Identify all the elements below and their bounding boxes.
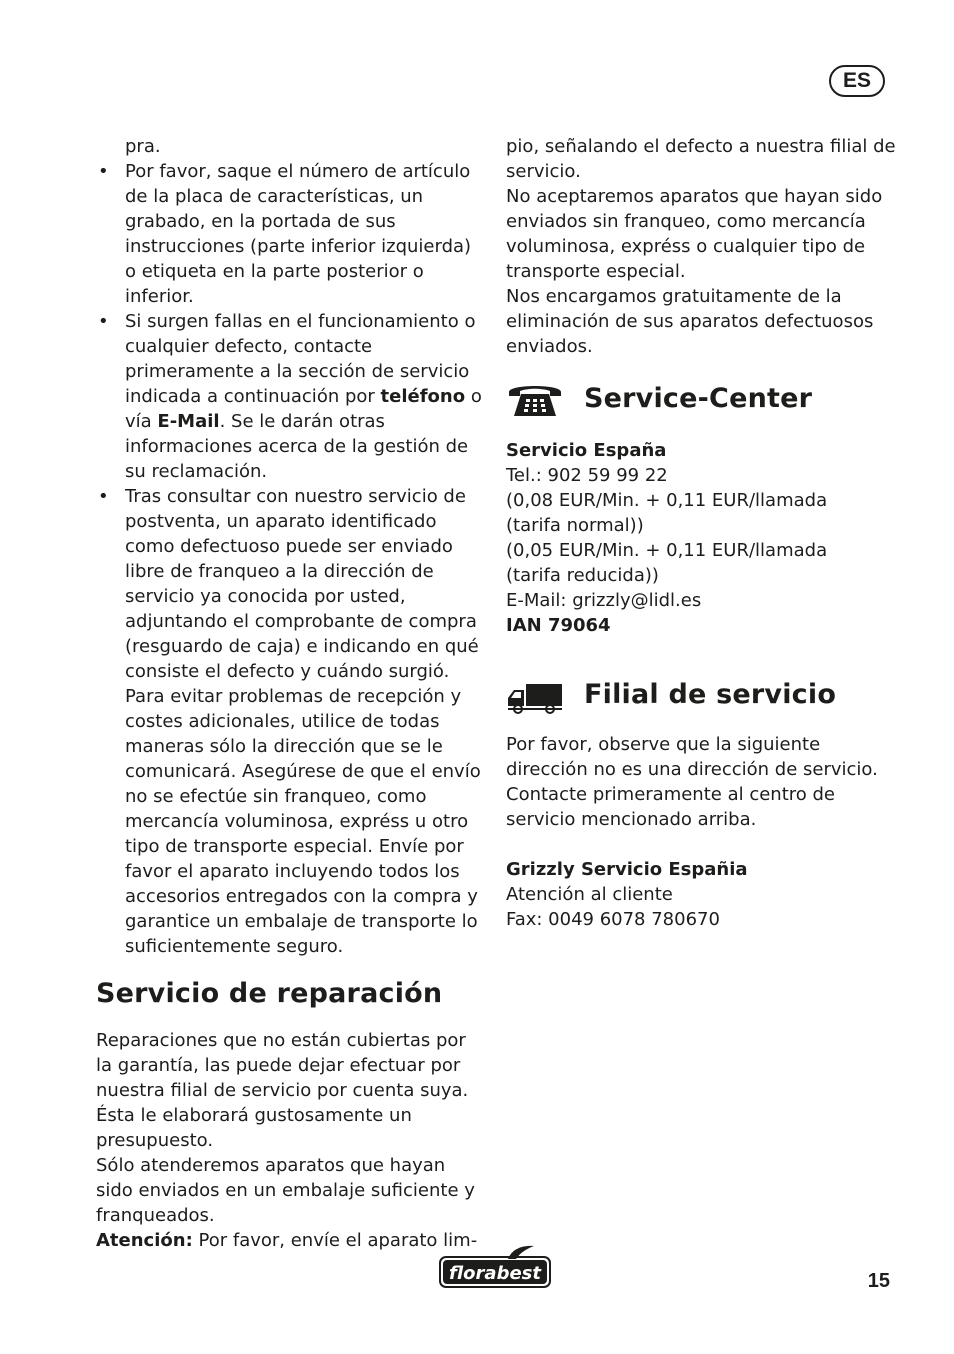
filial-note: Por favor, observe que la siguiente dirección no es una dirección de servicio. Contacte primeramente al centro de servicio mencionado arriba.: [506, 734, 878, 830]
bullet-item: • Por favor, saque el número de artículo de la placa de características, un grabado, en la portada de sus instrucciones (parte inferior izquierda) o etiqueta en la parte posterior o inferior.: [96, 159, 486, 309]
right-column: [506, 134, 896, 932]
service-center-heading-row: [506, 380, 896, 418]
svg-text:florabest: florabest: [449, 1263, 541, 1284]
continued-text: pra.: [125, 136, 161, 157]
telephone-icon: [506, 380, 564, 418]
language-badge: ES: [829, 65, 885, 97]
rate-normal: (0,08 EUR/Min. + 0,11 EUR/llamada: [506, 490, 828, 511]
service-center-heading: Service-Center: [584, 383, 813, 414]
email-emphasis: E-Mail: [157, 411, 220, 432]
bullet-item: • Tras consultar con nuestro servicio de postventa, un aparato identificado como defectuoso puede ser enviado libre de franqueo a la dirección de servicio ya conocida por usted, adjuntando el comprobante de compra (resguardo de caja) e indicando en qué consiste el defecto y cuándo surgió. Para evitar problemas de recepción y costes adicionales, utilice de todas maneras sólo la dirección que se le comunicará. Asegúrese de que el envío no se efectúe sin franqueo, como mercancía voluminosa, expréss u otro tipo de transporte especial. Envíe por favor el aparato incluyendo todos los accesorios entregados con la compra y garantice un embalaje de transporte lo suficientemente seguro.: [96, 484, 486, 959]
bullet-item: • Si surgen fallas en el funcionamiento o cualquier defecto, contacte primeramente a la sección de servicio indicada a continuación por teléfono o vía E-Mail. Se le darán otras informaciones acerca de la gestión de su reclamación.: [96, 309, 486, 484]
bullet-list: [96, 159, 486, 959]
left-column: [96, 134, 486, 1253]
page-number: 15: [867, 1270, 890, 1292]
truck-icon: [506, 676, 564, 714]
attention-paragraph: Atención: Por favor, envíe el aparato lim-: [96, 1230, 478, 1251]
no-accept-paragraph: No aceptaremos aparatos que hayan sido enviados sin franqueo, como mercancía voluminosa, expréss o cualquier tipo de transporte especial.: [506, 186, 883, 282]
filial-fax: Fax: 0049 6078 780670: [506, 909, 720, 930]
service-email: E-Mail: grizzly@lidl.es: [506, 590, 702, 611]
florabest-logo: [438, 1245, 552, 1289]
service-name: Servicio España: [506, 440, 667, 461]
repair-paragraph: Reparaciones que no están cubiertas por la garantía, las puede dejar efectuar por nuestra filial de servicio por cuenta suya. Ésta le elaborará gustosamente un presupuesto.: [96, 1030, 469, 1151]
filial-customer-care: Atención al cliente: [506, 884, 673, 905]
filial-heading: Filial de servicio: [584, 679, 837, 710]
repair-paragraph: Sólo atenderemos aparatos que hayan sido enviados en un embalaje suficiente y franqueados.: [96, 1155, 475, 1226]
service-phone: Tel.: 902 59 99 22: [506, 465, 668, 486]
ian-number: IAN 79064: [506, 615, 611, 636]
disposal-paragraph: Nos encargamos gratuitamente de la eliminación de sus aparatos defectuosos enviados.: [506, 286, 874, 357]
rate-reduced: (0,05 EUR/Min. + 0,11 EUR/llamada: [506, 540, 828, 561]
filial-heading-row: [506, 676, 896, 714]
phone-emphasis: teléfono: [380, 386, 466, 407]
rate-normal-label: (tarifa normal)): [506, 515, 644, 536]
rate-reduced-label: (tarifa reducida)): [506, 565, 659, 586]
filial-company: Grizzly Servicio Españia: [506, 859, 748, 880]
continued-text: pio, señalando el defecto a nuestra filial de servicio.: [506, 136, 896, 182]
repair-heading: Servicio de reparación: [96, 978, 443, 1009]
